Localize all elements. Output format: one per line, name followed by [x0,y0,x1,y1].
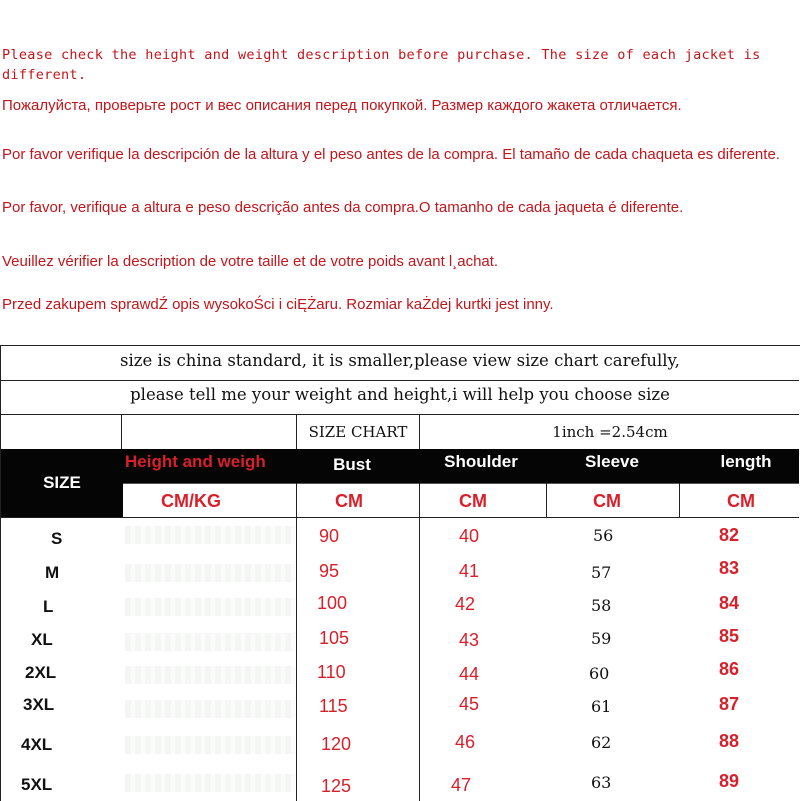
length-unit: CM [727,491,755,511]
sleeve-value: 60 [589,664,610,683]
bust-value: 110 [317,662,346,682]
empty-height-weight-cell [125,700,295,718]
notice-spanish: Por favor verifique la descripción de la altura y el peso antes de la compra. El tamaño de cada chaqueta es diferente. [2,146,780,163]
shoulder-value: 43 [459,630,480,650]
shoulder-value: 40 [459,526,480,546]
sleeve-unit: CM [593,491,621,511]
sleeve-value: 62 [591,733,612,752]
bust-column-header: Bust [333,455,371,474]
banner-line-2: please tell me your weight and height,i will help you choose size [1,380,799,415]
shoulder-unit: CM [459,491,487,511]
divider [296,483,297,801]
sleeve-value: 63 [591,773,612,792]
bust-value: 100 [317,593,348,613]
height-weight-column-header: Height and weigh [125,452,266,471]
divider [546,483,547,517]
bust-value: 125 [321,776,352,796]
bust-unit: CM [335,491,363,511]
shoulder-value: 46 [455,732,476,752]
height-weight-unit: CM/KG [161,491,221,511]
shoulder-value: 41 [459,561,480,581]
divider [123,483,799,484]
size-column-header: SIZE [43,473,81,492]
bust-value: 105 [319,628,350,648]
row-size-label: 4XL [21,735,53,754]
size-chart-table [0,345,800,801]
empty-height-weight-cell [125,736,295,754]
shoulder-value: 42 [455,594,476,614]
row-size-label: 3XL [23,695,55,714]
length-value: 84 [719,593,740,613]
divider [679,483,680,517]
row-size-label: M [45,563,60,582]
empty-height-weight-cell [125,633,295,651]
divider [1,517,799,518]
bust-value: 120 [321,734,352,754]
length-column-header: length [720,452,772,471]
sleeve-value: 56 [593,526,614,545]
size-chart-label: SIZE CHART [308,423,408,441]
divider [419,415,420,449]
row-size-label: XL [31,630,53,649]
length-value: 89 [719,771,740,791]
inch-conversion-note: 1inch =2.54cm [552,423,668,441]
length-value: 87 [719,694,740,714]
banner-line-1: size is china standard, it is smaller,please view size chart carefully, [1,346,799,381]
notice-french: Veuillez vérifier la description de votre taille et de votre poids avant l¸achat. [2,253,499,270]
sleeve-value: 58 [591,596,612,615]
divider [419,483,420,801]
row-size-label: 5XL [21,775,53,794]
empty-height-weight-cell [125,774,295,792]
row-size-label: S [51,529,63,548]
sleeve-column-header: Sleeve [585,452,639,471]
empty-height-weight-cell [125,666,295,684]
bust-value: 90 [319,526,340,546]
length-value: 85 [719,626,740,646]
bust-value: 115 [319,696,348,716]
row-size-label: L [43,597,54,616]
notice-english: Please check the height and weight description before purchase. The size of each jacket is different. [2,47,761,83]
shoulder-value: 44 [459,664,480,684]
sleeve-value: 61 [591,697,612,716]
sleeve-value: 57 [591,563,612,582]
length-value: 86 [719,659,740,679]
notice-russian: Пожалуйста, проверьте рост и вес описания перед покупкой. Размер каждого жакета отличается. [2,97,682,114]
notice-portuguese: Por favor, verifique a altura e peso descrição antes da compra.O tamanho de cada jaqueta é diferente. [2,199,684,216]
shoulder-value: 47 [451,775,472,795]
notice-polish: Przed zakupem sprawdŹ opis wysokoŚci i ciĘŻaru. Rozmiar kaŻdej kurtki jest inny. [2,296,554,313]
length-value: 82 [719,525,740,545]
sleeve-value: 59 [591,629,612,648]
divider [121,415,122,449]
shoulder-column-header: Shoulder [444,452,518,471]
shoulder-value: 45 [459,694,480,714]
length-value: 83 [719,558,740,578]
row-size-label: 2XL [25,663,57,682]
bust-value: 95 [319,561,340,581]
length-value: 88 [719,731,740,751]
